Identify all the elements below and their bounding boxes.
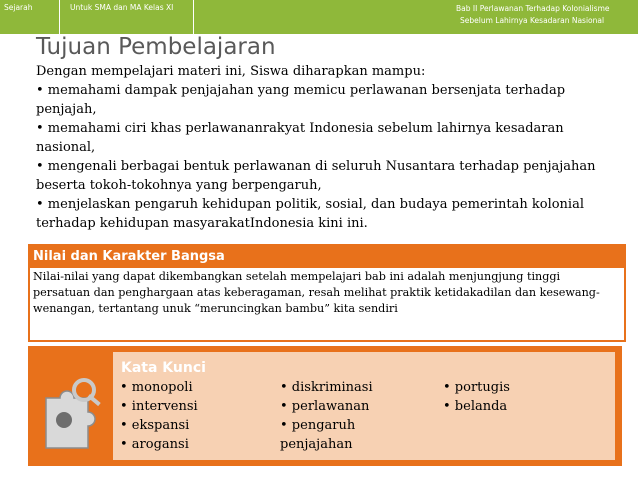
objectives-section [36,62,626,233]
keyword-item: • monopoli [120,380,193,395]
kata-kunci-box [28,346,622,466]
objective-item: • memahami ciri khas perlawananrakyat Indonesia sebelum lahirnya kesadaran nasional, [36,121,564,155]
keyword-item: • pengaruh [280,418,356,433]
page-title: Tujuan Pembelajaran [36,34,276,60]
nilai-heading: Nilai dan Karakter Bangsa [30,246,624,268]
objective-item: • menjelaskan pengaruh kehidupan politik, sosial, dan budaya pemerintah kolonial terhadap kehidupan masyarakatIndonesia kini ini. [36,197,584,231]
header-subject: Sejarah [0,0,60,34]
keyword-column-1 [120,378,198,454]
header-chapter-line1: Bab II Perlawanan Terhadap Kolonialisme [456,4,610,13]
keyword-item: • ekspansi [120,418,190,433]
nilai-box [28,244,626,342]
keyword-column-2 [280,378,373,454]
keyword-item: • perlawanan [280,399,370,414]
nilai-text: Nilai-nilai yang dapat dikembangkan setelah mempelajari bab ini adalah menjungjung tinggi persatuan dan penghargaan atas keberagaman, resah melihat praktik ketidakadilan dan kesewang-wenangan, tertantang unuk “meruncingkan bambu” kita sendiri [33,270,600,315]
header-chapter [194,0,638,34]
objective-item: • mengenali berbagai bentuk perlawanan di seluruh Nusantara terhadap penjajahan beserta tokoh-tokohnya yang berpengaruh, [36,159,596,193]
kata-kunci-heading: Kata Kunci [121,360,206,376]
objectives-intro: Dengan mempelajari materi ini, Siswa diharapkan mampu: [36,64,426,79]
header-bar [0,0,638,34]
keyword-item: • intervensi [120,399,198,414]
header-chapter-line2: Sebelum Lahirnya Kesadaran Nasional [460,16,605,25]
puzzle-key-icon [34,368,108,458]
keyword-item: penjajahan [280,437,353,452]
keyword-column-3 [443,378,510,416]
keyword-item: • portugis [443,380,510,395]
keyword-item: • arogansi [120,437,189,452]
objective-item: • memahami dampak penjajahan yang memicu perlawanan bersenjata terhadap penjajah, [36,83,566,117]
header-grade: Untuk SMA dan MA Kelas XI [60,0,194,34]
kata-kunci-panel [113,352,615,460]
keyword-item: • diskriminasi [280,380,373,395]
keyword-item: • belanda [443,399,508,414]
